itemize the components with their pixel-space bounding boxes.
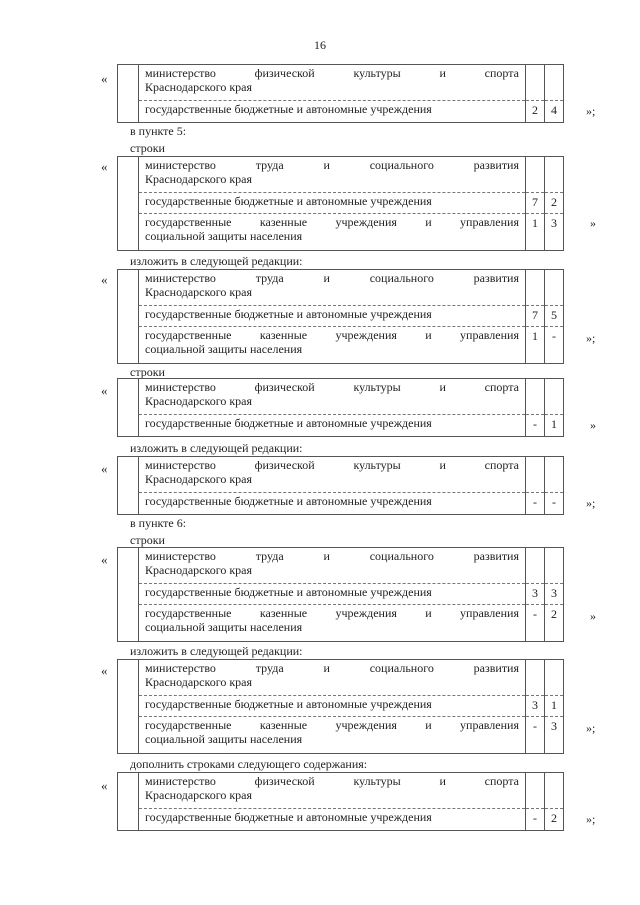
open-quote: « bbox=[101, 778, 108, 793]
close-quote: »; bbox=[586, 104, 596, 118]
institution-type-line1: государственные казенные учреждения и управления bbox=[145, 215, 519, 229]
org-name-line2: Краснодарского края bbox=[145, 394, 253, 408]
institution-type: государственные бюджетные и автономные учреждения bbox=[145, 102, 432, 116]
value-cell: 3 bbox=[551, 216, 557, 230]
institution-type: государственные бюджетные и автономные учреждения bbox=[145, 494, 432, 508]
open-quote: « bbox=[101, 552, 108, 567]
close-quote: » bbox=[590, 418, 596, 432]
table-5 bbox=[117, 456, 564, 515]
paragraph-label: строки bbox=[130, 533, 165, 547]
value-cell: 3 bbox=[526, 696, 544, 717]
org-name-line2: Краснодарского края bbox=[145, 472, 253, 486]
open-quote: « bbox=[101, 383, 108, 398]
org-name-line2: Краснодарского края bbox=[145, 788, 253, 802]
close-quote: »; bbox=[586, 496, 596, 510]
org-name-line1: министерство труда и социального развития bbox=[145, 158, 519, 172]
value-cell: - bbox=[533, 811, 537, 825]
value-cell: 3 bbox=[551, 719, 557, 733]
close-quote: » bbox=[590, 216, 596, 230]
org-name-line1: министерство физической культуры и спорта bbox=[145, 458, 519, 472]
table-6 bbox=[117, 547, 564, 642]
open-quote: « bbox=[101, 159, 108, 174]
table-3 bbox=[117, 269, 564, 364]
value-cell: 3 bbox=[526, 584, 544, 605]
value-cell: - bbox=[552, 329, 556, 343]
close-quote: »; bbox=[586, 331, 596, 345]
close-quote: »; bbox=[586, 812, 596, 826]
value-cell: 1 bbox=[532, 329, 538, 343]
value-cell: 1 bbox=[532, 216, 538, 230]
value-cell: - bbox=[552, 495, 556, 509]
institution-type: государственные бюджетные и автономные учреждения bbox=[145, 416, 432, 430]
org-name-line1: министерство физической культуры и спорта bbox=[145, 774, 519, 788]
org-name-line1: министерство труда и социального развития bbox=[145, 661, 519, 675]
open-quote: « bbox=[101, 272, 108, 287]
paragraph-label: изложить в следующей редакции: bbox=[130, 441, 303, 455]
table-7 bbox=[117, 659, 564, 754]
value-cell: - bbox=[533, 495, 537, 509]
institution-type-line2: социальной защиты населения bbox=[145, 620, 303, 634]
value-cell: - bbox=[533, 417, 537, 431]
org-name-line2: Краснодарского края bbox=[145, 80, 253, 94]
institution-type: государственные бюджетные и автономные учреждения bbox=[145, 307, 432, 321]
value-cell: 5 bbox=[545, 306, 563, 327]
paragraph-ref: в пункте 5: bbox=[130, 124, 187, 138]
paragraph-ref: в пункте 6: bbox=[130, 516, 187, 530]
institution-type-line2: социальной защиты населения bbox=[145, 229, 303, 243]
institution-type: государственные бюджетные и автономные учреждения bbox=[145, 697, 432, 711]
org-name-line1: министерство физической культуры и спорта bbox=[145, 66, 519, 80]
value-cell: 2 bbox=[551, 811, 557, 825]
value-cell: 3 bbox=[545, 584, 563, 605]
table-4 bbox=[117, 378, 564, 437]
value-cell: 4 bbox=[551, 103, 557, 117]
paragraph-label: строки bbox=[130, 365, 165, 379]
institution-type: государственные бюджетные и автономные учреждения bbox=[145, 810, 432, 824]
value-cell: 2 bbox=[551, 607, 557, 621]
value-cell: - bbox=[533, 719, 537, 733]
institution-type-line2: социальной защиты населения bbox=[145, 342, 303, 356]
value-cell: 7 bbox=[526, 193, 544, 214]
close-quote: »; bbox=[586, 721, 596, 735]
org-name-line2: Краснодарского края bbox=[145, 285, 253, 299]
value-cell: 1 bbox=[545, 696, 563, 717]
table-8 bbox=[117, 772, 564, 831]
paragraph-label: изложить в следующей редакции: bbox=[130, 254, 303, 268]
institution-type: государственные бюджетные и автономные учреждения bbox=[145, 585, 432, 599]
value-cell: 2 bbox=[532, 103, 538, 117]
org-name-line1: министерство труда и социального развития bbox=[145, 549, 519, 563]
open-quote: « bbox=[101, 461, 108, 476]
page-number: 16 bbox=[314, 38, 326, 52]
table-1 bbox=[117, 64, 564, 123]
paragraph-label: строки bbox=[130, 141, 165, 155]
open-quote: « bbox=[101, 663, 108, 678]
institution-type: государственные бюджетные и автономные учреждения bbox=[145, 194, 432, 208]
institution-type-line1: государственные казенные учреждения и управления bbox=[145, 606, 519, 620]
org-name-line2: Краснодарского края bbox=[145, 563, 253, 577]
value-cell: 2 bbox=[545, 193, 563, 214]
close-quote: » bbox=[590, 609, 596, 623]
open-quote: « bbox=[101, 71, 108, 86]
institution-type-line2: социальной защиты населения bbox=[145, 732, 303, 746]
org-name-line1: министерство физической культуры и спорта bbox=[145, 380, 519, 394]
org-name-line1: министерство труда и социального развития bbox=[145, 271, 519, 285]
org-name-line2: Краснодарского края bbox=[145, 172, 253, 186]
institution-type-line1: государственные казенные учреждения и управления bbox=[145, 718, 519, 732]
paragraph-label: дополнить строками следующего содержания: bbox=[130, 757, 368, 771]
paragraph-label: изложить в следующей редакции: bbox=[130, 644, 303, 658]
org-name-line2: Краснодарского края bbox=[145, 675, 253, 689]
value-cell: 7 bbox=[526, 306, 544, 327]
value-cell: 1 bbox=[551, 417, 557, 431]
institution-type-line1: государственные казенные учреждения и управления bbox=[145, 328, 519, 342]
value-cell: - bbox=[533, 607, 537, 621]
table-2 bbox=[117, 156, 564, 251]
